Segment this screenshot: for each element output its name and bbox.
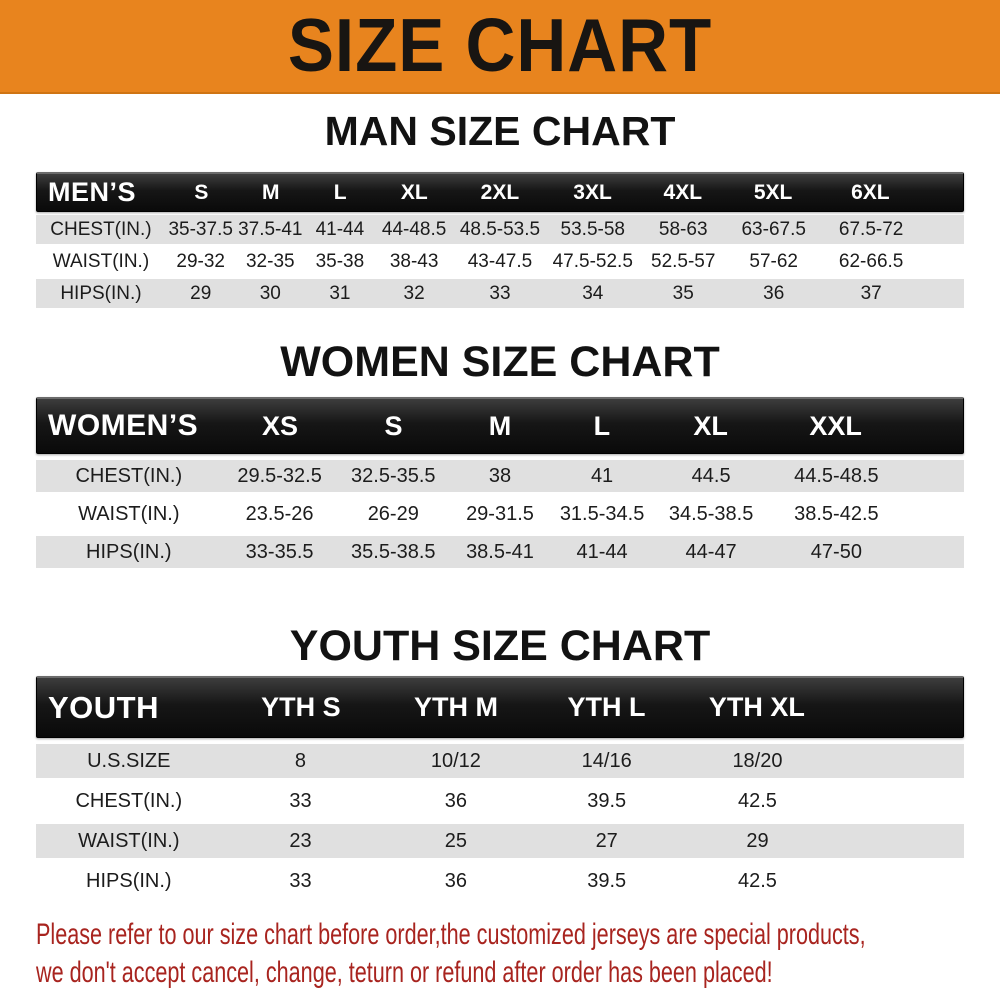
size-cell: 25 — [444, 829, 468, 852]
size-column-header: 5XL — [753, 180, 793, 204]
size-cell: 39.5 — [587, 869, 627, 892]
size-cell: 31.5-34.5 — [559, 502, 645, 525]
banner-title: SIZE CHART — [287, 4, 713, 89]
table-corner-label: YOUTH — [48, 689, 159, 725]
women-section-title: WOMEN SIZE CHART — [280, 338, 720, 386]
table-row — [36, 744, 964, 778]
size-column-header: 3XL — [573, 180, 612, 204]
size-cell: 30 — [259, 282, 281, 304]
size-cell: 10/12 — [430, 749, 481, 772]
size-cell: 38.5-42.5 — [794, 502, 879, 525]
size-cell: 43-47.5 — [467, 250, 533, 272]
size-column-header: YTH S — [261, 692, 341, 722]
size-cell: 57-62 — [749, 250, 799, 272]
table-row — [36, 279, 964, 308]
row-label: HIPS(IN.) — [60, 282, 142, 304]
size-cell: 18/20 — [732, 749, 783, 772]
table-row — [36, 215, 964, 244]
table-row — [36, 824, 964, 858]
row-label: HIPS(IN.) — [86, 540, 172, 563]
size-cell: 32 — [403, 282, 425, 304]
order-note-line-2: we don't accept cancel, change, teturn or refund after order has been placed! — [36, 956, 773, 989]
size-cell: 38 — [488, 464, 512, 487]
table-row — [36, 536, 964, 568]
size-cell: 63-67.5 — [741, 218, 806, 240]
size-cell: 33 — [289, 789, 312, 812]
table-row — [36, 460, 964, 492]
size-cell: 35 — [672, 282, 694, 304]
size-cell: 29 — [746, 829, 769, 852]
size-cell: 32.5-35.5 — [351, 464, 436, 487]
size-column-header: S — [384, 410, 403, 441]
row-label: WAIST(IN.) — [52, 250, 150, 272]
order-note — [36, 916, 972, 992]
size-cell: 29.5-32.5 — [237, 464, 322, 487]
size-table-women — [36, 397, 964, 568]
size-cell: 33 — [289, 869, 312, 892]
row-label: WAIST(IN.) — [78, 502, 180, 525]
size-column-header: YTH XL — [708, 692, 805, 722]
size-cell: 58-63 — [658, 218, 708, 240]
size-cell: 34 — [582, 282, 604, 304]
size-column-header: S — [194, 180, 209, 204]
size-cell: 14/16 — [581, 749, 632, 772]
size-cell: 39.5 — [587, 789, 627, 812]
row-label: CHEST(IN.) — [75, 464, 183, 487]
size-cell: 48.5-53.5 — [459, 218, 541, 240]
row-label: CHEST(IN.) — [75, 789, 183, 812]
size-cell: 35-38 — [315, 250, 365, 272]
size-cell: 67.5-72 — [838, 218, 904, 240]
size-column-header: M — [488, 410, 512, 441]
size-cell: 53.5-58 — [560, 218, 625, 240]
size-column-header: 2XL — [480, 180, 520, 204]
size-cell: 33 — [489, 282, 511, 304]
size-cell: 52.5-57 — [651, 250, 716, 272]
size-cell: 35.5-38.5 — [351, 540, 436, 563]
size-cell: 36 — [763, 282, 785, 304]
size-column-header: M — [262, 180, 280, 204]
size-cell: 31 — [329, 282, 351, 304]
size-column-header: XL — [400, 180, 428, 204]
size-cell: 23 — [289, 829, 312, 852]
size-column-header: XS — [262, 410, 299, 441]
size-cell: 42.5 — [738, 869, 777, 892]
size-cell: 35-37.5 — [168, 218, 233, 240]
table-header-row — [36, 676, 964, 738]
size-cell: 8 — [294, 749, 307, 772]
size-column-header: L — [333, 180, 347, 204]
table-header-row — [36, 172, 964, 212]
size-cell: 44-48.5 — [381, 218, 447, 240]
size-cell: 29 — [190, 282, 212, 304]
size-cell: 38.5-41 — [466, 540, 534, 563]
size-cell: 27 — [595, 829, 618, 852]
row-label: HIPS(IN.) — [86, 869, 172, 892]
size-cell: 37 — [860, 282, 882, 304]
row-label: WAIST(IN.) — [78, 829, 180, 852]
size-cell: 37.5-41 — [238, 218, 303, 240]
size-column-header: YTH L — [567, 692, 646, 722]
size-cell: 26-29 — [367, 502, 419, 525]
size-cell: 42.5 — [738, 789, 777, 812]
size-column-header: L — [593, 410, 611, 441]
size-cell: 41 — [590, 464, 614, 487]
size-cell: 29-32 — [176, 250, 225, 272]
size-cell: 23.5-26 — [245, 502, 314, 525]
size-cell: 47-50 — [810, 540, 862, 563]
man-section-title: MAN SIZE CHART — [324, 108, 676, 154]
size-cell: 29-31.5 — [466, 502, 534, 525]
size-table-youth — [36, 676, 964, 898]
size-cell: 32-35 — [245, 250, 295, 272]
size-cell: 62-66.5 — [838, 250, 904, 272]
size-column-header: 6XL — [851, 180, 890, 204]
order-note-line-1: Please refer to our size chart before order,the customized jerseys are special products, — [36, 918, 866, 951]
size-cell: 36 — [444, 789, 468, 812]
size-cell: 36 — [444, 869, 468, 892]
table-row — [36, 247, 964, 276]
size-chart-banner — [0, 0, 1000, 94]
table-corner-label: WOMEN’S — [48, 409, 199, 442]
youth-section-title: YOUTH SIZE CHART — [289, 622, 711, 670]
size-cell: 33-35.5 — [245, 540, 314, 563]
size-cell: 38-43 — [389, 250, 439, 272]
size-column-header: 4XL — [663, 180, 703, 204]
size-column-header: XL — [693, 410, 728, 441]
table-corner-label: MEN’S — [48, 177, 137, 207]
row-label: CHEST(IN.) — [50, 218, 152, 240]
size-cell: 44-47 — [685, 540, 737, 563]
size-cell: 44.5-48.5 — [794, 464, 879, 487]
size-column-header: YTH M — [413, 692, 498, 722]
size-cell: 34.5-38.5 — [668, 502, 754, 525]
table-header-row — [36, 397, 964, 454]
size-column-header: XXL — [809, 410, 862, 441]
table-row — [36, 498, 964, 530]
row-label: U.S.SIZE — [87, 749, 171, 772]
table-row — [36, 864, 964, 898]
size-cell: 44.5 — [691, 464, 731, 487]
size-cell: 47.5-52.5 — [552, 250, 633, 272]
size-cell: 41-44 — [315, 218, 365, 240]
size-cell: 41-44 — [576, 540, 628, 563]
table-row — [36, 784, 964, 818]
size-table-men — [36, 172, 964, 308]
